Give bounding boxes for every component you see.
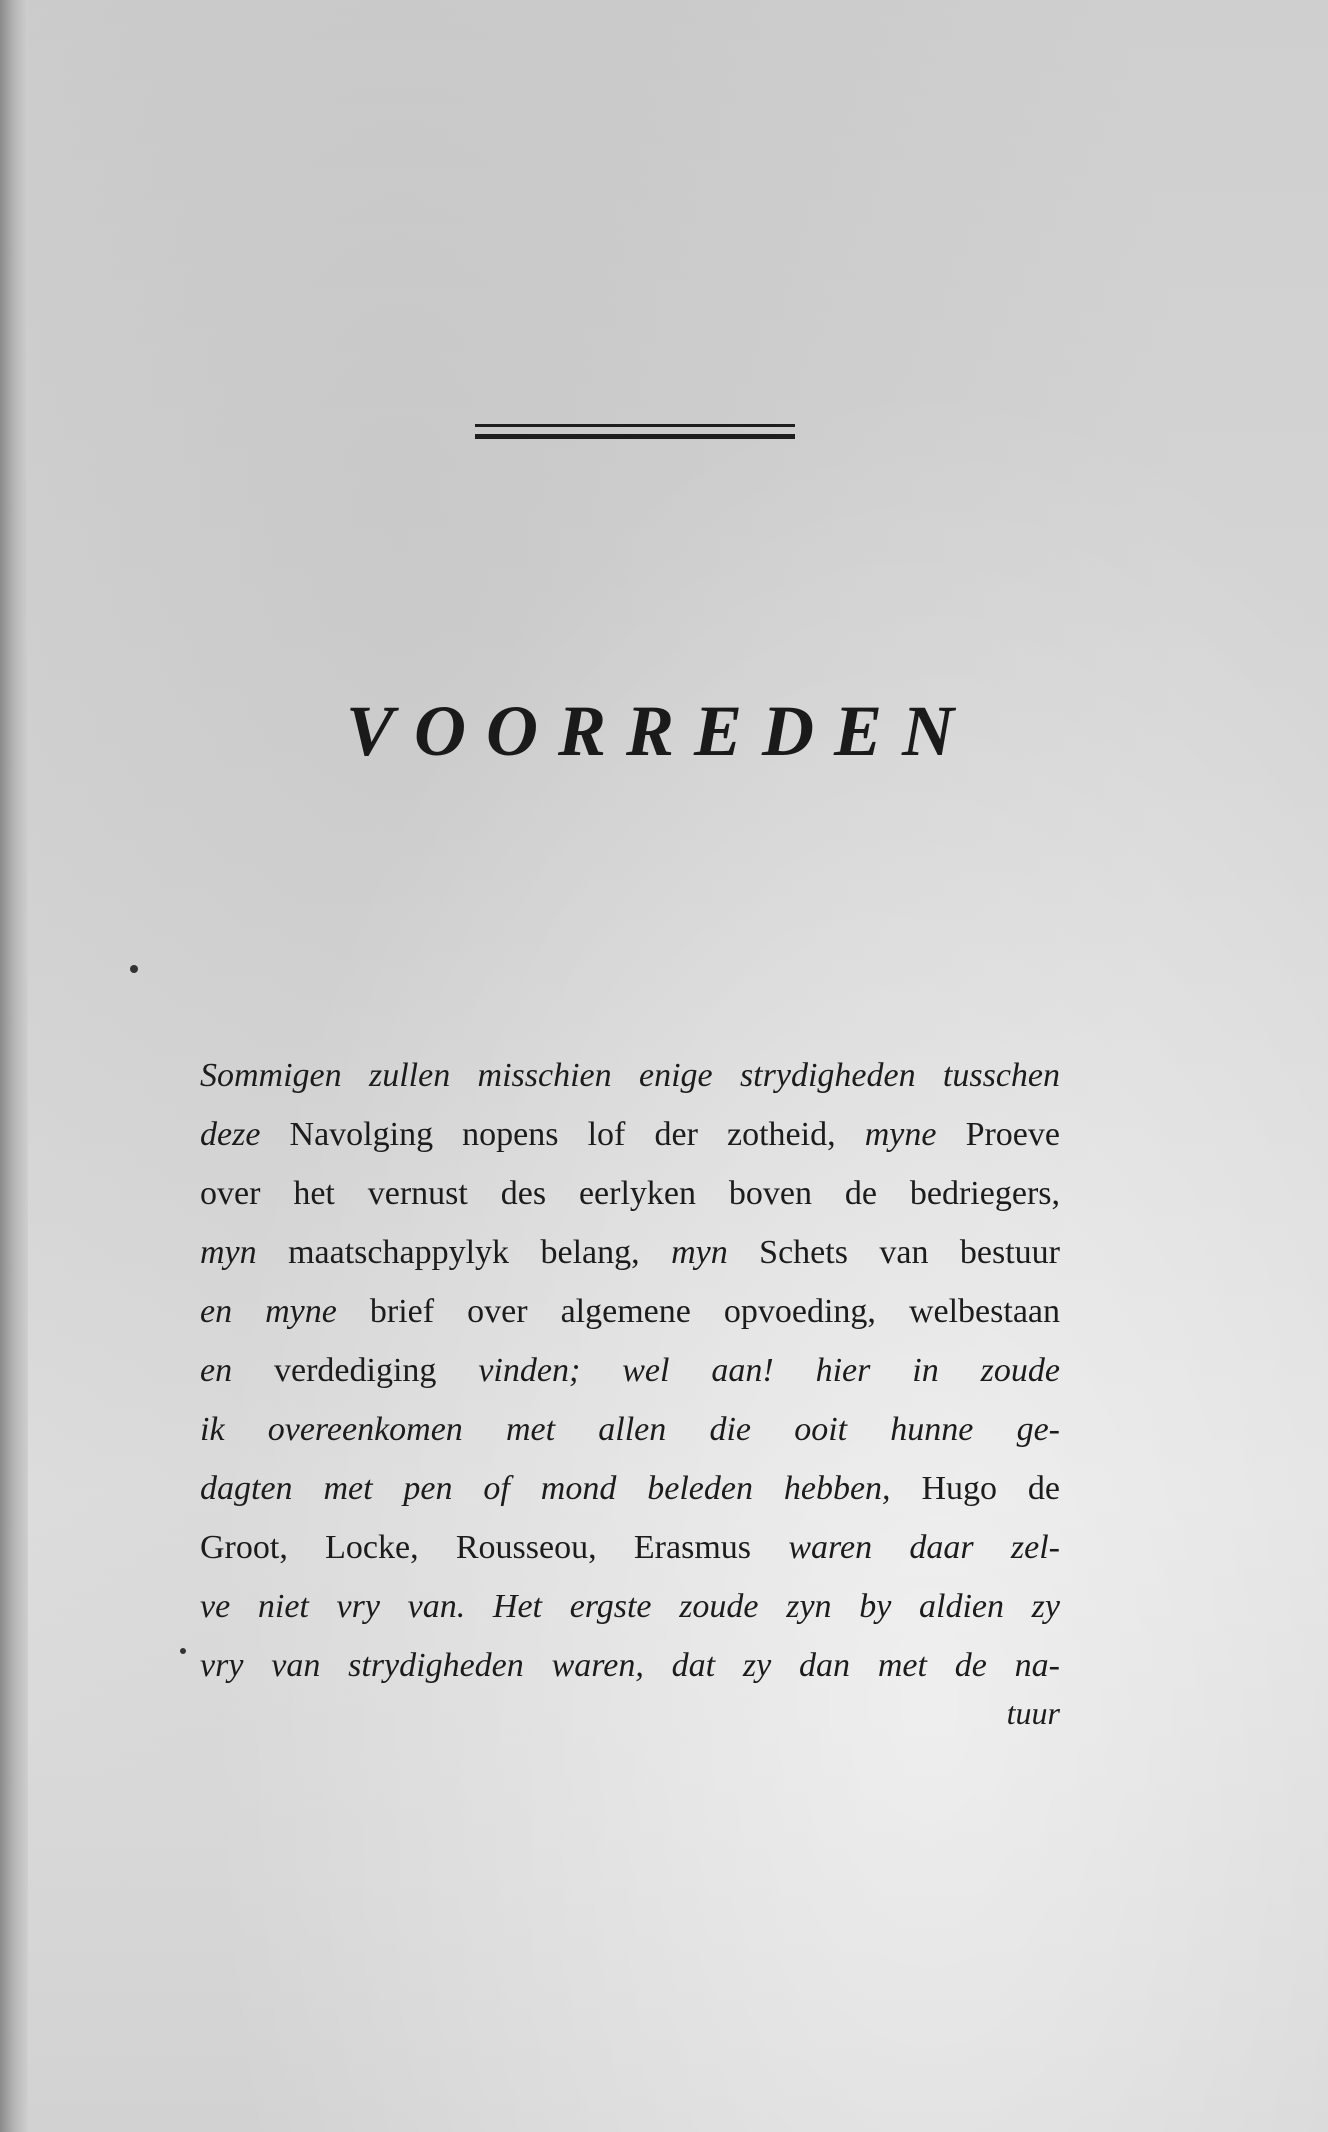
text-run: waren daar zel-	[788, 1529, 1060, 1566]
text-run: Groot, Locke, Rousseou, Erasmus	[200, 1529, 789, 1566]
text-line	[200, 1577, 1060, 1636]
ink-speck	[180, 1648, 186, 1654]
text-run: ve niet vry van. Het ergste zoude zyn by aldien zy	[200, 1588, 1060, 1625]
text-run: en	[200, 1352, 233, 1389]
text-line	[200, 1459, 1060, 1518]
text-run: maatschappylyk belang,	[256, 1234, 672, 1271]
page-title: VOORREDEN	[345, 691, 975, 771]
text-line	[200, 1518, 1060, 1577]
text-line	[200, 1400, 1060, 1459]
text-line	[200, 1164, 1060, 1223]
text-run: brief over algemene opvoeding, welbestaan	[336, 1293, 1060, 1330]
text-line	[200, 1282, 1060, 1341]
ornamental-rule-thick	[475, 434, 795, 439]
text-line	[200, 1105, 1060, 1164]
text-run: Sommigen zullen misschien enige strydigheden tusschen	[200, 1057, 1060, 1094]
text-run: myn	[671, 1234, 728, 1271]
text-run: en myne	[200, 1293, 337, 1330]
text-line	[200, 1223, 1060, 1282]
text-run: ik overeenkomen met allen die ooit hunne ge-	[200, 1411, 1060, 1448]
text-run: vry van strydigheden waren, dat zy dan met de na-	[200, 1647, 1060, 1684]
text-run: over het vernust des eerlyken boven de bedriegers,	[200, 1175, 1060, 1212]
text-run: verdediging	[232, 1352, 479, 1389]
text-run: Navolging nopens lof der zotheid,	[260, 1116, 865, 1153]
body-text	[200, 1046, 1060, 1695]
text-line	[200, 1636, 1060, 1695]
text-run: myn	[200, 1234, 257, 1271]
ornamental-rule-thin	[475, 424, 795, 427]
text-run: deze	[200, 1116, 261, 1153]
catchword: tuur	[1006, 1695, 1060, 1731]
text-run: vinden; wel aan! hier in zoude	[478, 1352, 1060, 1389]
ink-speck	[130, 965, 138, 973]
text-run: Proeve	[936, 1116, 1060, 1153]
text-run: myne	[864, 1116, 937, 1153]
text-line	[200, 1341, 1060, 1400]
text-run: Hugo de	[890, 1470, 1060, 1507]
book-spine-shadow	[0, 0, 28, 2132]
text-line	[200, 1046, 1060, 1105]
text-run: Schets van bestuur	[727, 1234, 1061, 1271]
text-run: dagten met pen of mond beleden hebben,	[200, 1470, 891, 1507]
